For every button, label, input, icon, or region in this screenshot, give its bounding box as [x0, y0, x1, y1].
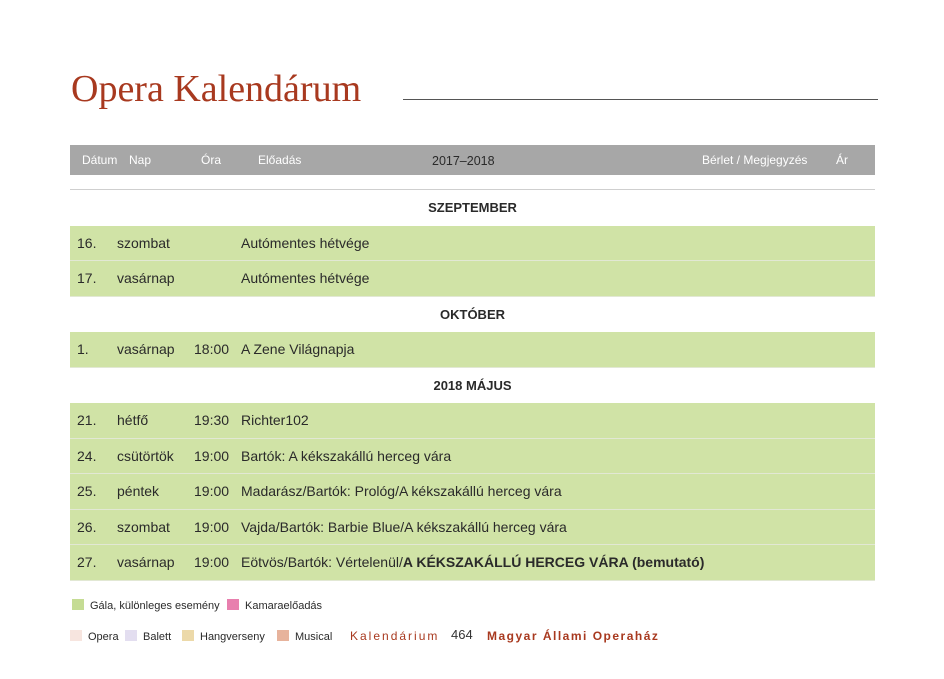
event-date: 26. — [77, 518, 97, 535]
header-pass-note: Bérlet / Megjegyzés — [702, 153, 808, 167]
footer-section: Kalendárium — [350, 629, 440, 643]
legend-label: Musical — [295, 631, 333, 643]
event-date: 1. — [77, 341, 89, 357]
legend-swatch — [277, 630, 289, 641]
event-row[interactable] — [70, 226, 875, 262]
legend-opera — [70, 630, 119, 643]
event-day: hétfő — [117, 412, 149, 428]
legend-label: Gála, különleges esemény — [90, 600, 220, 612]
event-date: 17. — [77, 270, 97, 286]
month-row — [70, 190, 875, 226]
legend-musical — [277, 630, 332, 643]
event-title: Madarász/Bartók: Prológ/A kékszakállú herceg vára — [241, 483, 562, 499]
event-time: 19:00 — [194, 554, 230, 570]
event-time: 19:00 — [194, 518, 230, 535]
legend-swatch — [70, 630, 82, 641]
legend-ballet — [125, 630, 171, 643]
event-day: szombat — [117, 234, 170, 251]
event-time: 18:00 — [194, 341, 230, 357]
event-time: 19:30 — [194, 412, 230, 428]
header-day: Nap — [129, 153, 152, 167]
month-label: SZEPTEMBER — [428, 200, 517, 215]
event-time: 19:00 — [194, 483, 230, 499]
event-day: vasárnap — [117, 554, 175, 570]
event-row[interactable] — [70, 545, 875, 581]
header-price: Ár — [836, 153, 848, 167]
footer-organization: Magyar Állami Operaház — [487, 629, 660, 643]
legend-label: Kamaraelőadás — [245, 600, 323, 612]
event-date: 25. — [77, 483, 97, 499]
event-title: Bartók: A kékszakállú herceg vára — [241, 447, 452, 464]
event-title: Vajda/Bartók: Barbie Blue/A kékszakállú herceg vára — [241, 518, 567, 535]
month-row — [70, 297, 875, 333]
table-header — [70, 145, 875, 175]
month-label: 2018 MÁJUS — [433, 377, 512, 393]
header-season: 2017–2018 — [432, 154, 495, 168]
legend-swatch — [125, 630, 137, 641]
legend-swatch — [227, 599, 239, 610]
event-day: péntek — [117, 483, 160, 499]
legend-label: Hangverseny — [200, 631, 265, 643]
page-number: 464 — [451, 627, 473, 642]
legend-concert — [182, 630, 265, 643]
event-row[interactable] — [70, 332, 875, 368]
header-performance: Előadás — [258, 153, 302, 167]
event-title: Richter102 — [241, 412, 309, 428]
legend-swatch — [182, 630, 194, 641]
event-title: A Zene Világnapja — [241, 341, 355, 357]
title-rule — [403, 99, 878, 100]
event-day: vasárnap — [117, 341, 175, 357]
legend-gala — [72, 599, 220, 612]
event-row[interactable] — [70, 403, 875, 439]
calendar-table — [70, 190, 875, 581]
event-date: 16. — [77, 234, 97, 251]
event-title-bold: A KÉKSZAKÁLLÚ HERCEG VÁRA (bemutató) — [402, 554, 705, 570]
legend-label: Opera — [88, 631, 119, 643]
legend-swatch — [72, 599, 84, 610]
event-title: Eötvös/Bartók: Vértelenül/A KÉKSZAKÁLLÚ HERCEG VÁRA (bemutató) — [241, 554, 705, 570]
event-title: Autómentes hétvége — [241, 234, 370, 251]
event-date: 27. — [77, 554, 97, 570]
event-time: 19:00 — [194, 447, 230, 464]
month-row — [70, 368, 875, 404]
month-label: OKTÓBER — [440, 306, 505, 322]
event-day: szombat — [117, 518, 170, 535]
event-row[interactable] — [70, 474, 875, 510]
event-title: Autómentes hétvége — [241, 270, 370, 286]
event-row[interactable] — [70, 261, 875, 297]
legend-label: Balett — [143, 631, 172, 643]
legend-chamber — [227, 599, 322, 612]
event-day: csütörtök — [117, 447, 174, 464]
event-date: 21. — [77, 412, 97, 428]
header-time: Óra — [201, 153, 222, 167]
page-title: Opera Kalendárum — [71, 68, 362, 110]
event-row[interactable] — [70, 510, 875, 546]
header-date: Dátum — [82, 153, 118, 167]
event-row[interactable] — [70, 439, 875, 475]
event-date: 24. — [77, 447, 97, 464]
event-day: vasárnap — [117, 270, 175, 286]
